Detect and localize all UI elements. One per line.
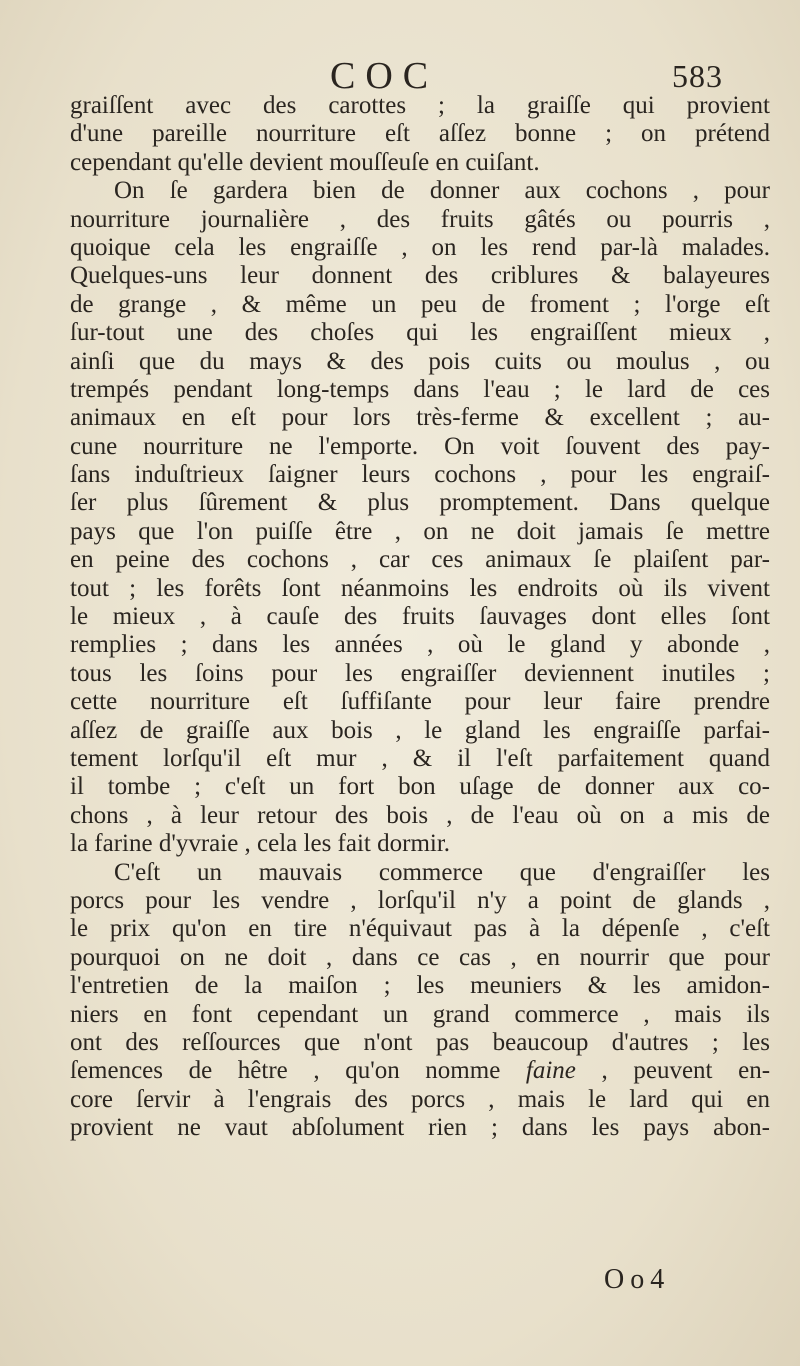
page-number: 583 — [672, 58, 723, 94]
text-line-29: porcs pour les vendre , lorſqu'il n'y a point de glands , — [70, 886, 770, 914]
text-line-10: ainſi que du mays & des pois cuits ou moulus , ou — [70, 347, 770, 375]
text-line-35-start: ſemences de hêtre , qu'on nomme — [70, 1057, 501, 1085]
text-line-16: pays que l'on puiſſe être , on ne doit jamais ſe mettre — [70, 517, 770, 545]
text-line-6: quoique cela les engraiſſe , on les rend par-là malades. — [70, 233, 770, 261]
italic-term-faine: faine — [525, 1057, 576, 1085]
text-line-21: tous les ſoins pour les engraiſſer deviennent inutiles ; — [70, 659, 770, 687]
running-head: COC — [330, 55, 439, 97]
text-line-35 — [70, 1057, 770, 1085]
text-line-25: il tombe ; c'eſt un fort bon uſage de donner aux co- — [70, 773, 770, 801]
text-line-12: animaux en eſt pour lors très-ferme & excellent ; au- — [70, 404, 770, 432]
text-line-35-end: , peuvent en- — [601, 1057, 771, 1085]
text-line-11: trempés pendant long-temps dans l'eau ; le lard de ces — [70, 375, 770, 403]
text-line-14: ſans induſtrieux ſaigner leurs cochons , pour les engraiſ- — [70, 461, 770, 489]
text-line-34: ont des reſſources que n'ont pas beaucoup d'autres ; les — [70, 1028, 770, 1056]
text-line-28: C'eſt un mauvais commerce que d'engraiſſer les — [114, 858, 770, 886]
text-line-32: l'entretien de la maiſon ; les meuniers & les amidon- — [70, 972, 770, 1000]
text-line-1: graiſſent avec des carottes ; la graiſſe qui provient — [70, 92, 770, 119]
text-line-37: provient ne vaut abſolument rien ; dans les pays abon- — [70, 1114, 770, 1142]
text-line-30: le prix qu'on en tire n'équivaut pas à la dépenſe , c'eſt — [70, 915, 770, 943]
text-line-7: Quelques-uns leur donnent des criblures & balayeures — [70, 262, 770, 290]
text-line-23: aſſez de graiſſe aux bois , le gland les engraiſſe parfai- — [70, 716, 770, 744]
text-line-2: d'une pareille nourriture eſt aſſez bonne ; on prétend — [70, 120, 770, 148]
text-line-27: la farine d'yvraie , cela les fait dormir. — [70, 830, 451, 858]
text-line-26: chons , à leur retour des bois , de l'eau où on a mis de — [70, 801, 770, 829]
text-line-33: niers en font cependant un grand commerce , mais ils — [70, 1000, 770, 1028]
text-line-18: tout ; les forêts ſont néanmoins les endroits où ils vivent — [70, 574, 770, 602]
text-line-9: ſur-tout une des choſes qui les engraiſſent mieux , — [70, 319, 770, 347]
text-line-3: cependant qu'elle devient mouſſeuſe en cuiſant. — [70, 148, 540, 176]
text-line-17: en peine des cochons , car ces animaux ſe plaiſent par- — [70, 546, 770, 574]
text-line-19: le mieux , à cauſe des fruits ſauvages dont elles ſont — [70, 603, 770, 631]
text-line-24: tement lorſqu'il eſt mur , & il l'eſt parfaitement quand — [70, 744, 770, 772]
text-line-36: core ſervir à l'engrais des porcs , mais le lard qui en — [70, 1085, 770, 1113]
text-line-4: On ſe gardera bien de donner aux cochons , pour — [114, 177, 770, 205]
text-line-5: nourriture journalière , des fruits gâtés ou pourris , — [70, 205, 770, 233]
signature-mark: Oo4 — [604, 1264, 671, 1295]
text-line-22: cette nourriture eſt ſuffiſante pour leur faire prendre — [70, 688, 770, 716]
body-text — [70, 92, 770, 1142]
text-line-20: remplies ; dans les années , où le gland y abonde , — [70, 631, 770, 659]
text-line-31: pourquoi on ne doit , dans ce cas , en nourrir que pour — [70, 943, 770, 971]
text-line-13: cune nourriture ne l'emporte. On voit ſouvent des pay- — [70, 432, 770, 460]
text-line-8: de grange , & même un peu de froment ; l'orge eſt — [70, 290, 770, 318]
text-line-15: ſer plus ſûrement & plus promptement. Dans quelque — [70, 489, 770, 517]
